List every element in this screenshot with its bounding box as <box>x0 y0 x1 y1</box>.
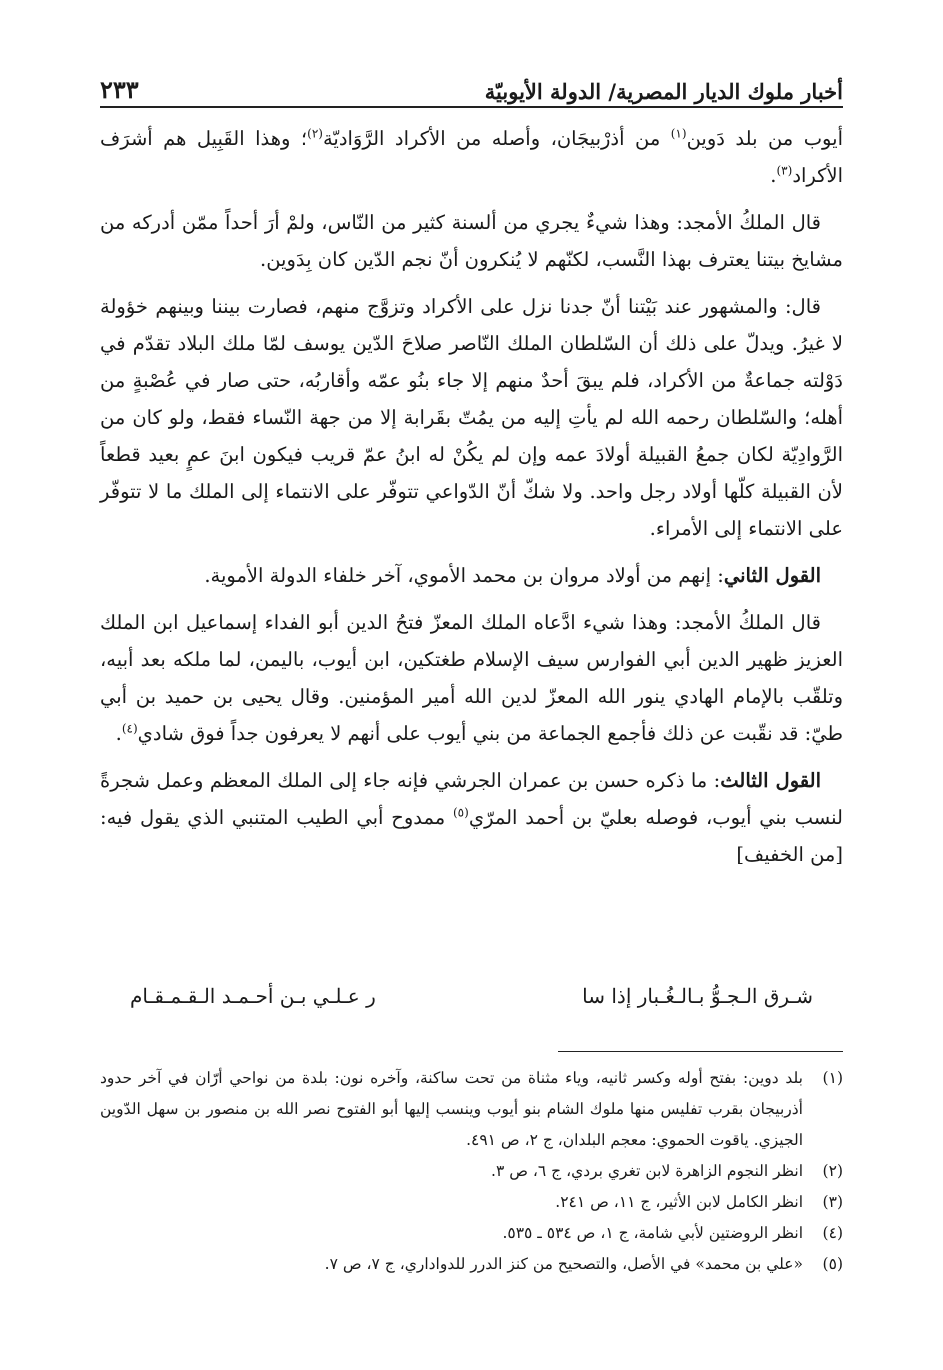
paragraph-text: : ما ذكره حسن بن عمران الجرشي فإنه جاء إلى الملك المعظم وعمل شجرةً لنسب بني أيوب، فوصله بعليّ بن أحمد المرّي <box>100 769 843 829</box>
footnote-ref[interactable]: (٥) <box>452 805 469 820</box>
footnote-text: انظر النجوم الزاهرة لابن تغري بردي، ج ٦، ص ٣. <box>491 1162 803 1180</box>
footnote-number: (٢) <box>822 1162 843 1180</box>
paragraph-text: ممدوح أبي الطيب المتنبي الذي يقول فيه: [من الخفيف] <box>100 806 843 866</box>
footnote-ref[interactable]: (٣) <box>776 163 793 178</box>
footnote-separator <box>558 1051 843 1052</box>
footnote-item <box>100 1218 843 1249</box>
footnote-text: انظر الكامل لابن الأثير، ج ١١، ص ٢٤١. <box>555 1193 803 1211</box>
paragraph-text: قال الملكُ الأمجد: وهذا شيء ادَّعاه الملك المعزّ فتحُ الدين أبو الفداء إسماعيل ابن الملك العزيز ظهير الدين أبي الفوارس سيف الإسلام طغتكين، ابن أيوب، باليمن، لما ملكه بعد أبيه، وتلقّب بالإمام الهادي ينور الله المعزّ لدين الله أمير المؤمنين. وقال يحيى بن حميد بن أبي طيّ: قد نقّبت عن ذلك فأجمع الجماعة من بني أيوب على أنهم لا يعرفون جداً فوق شادي <box>100 611 843 745</box>
header-rule <box>100 106 843 108</box>
paragraph-text: ؛ وهذا القَبِيل هم أشرَف الأكراد <box>100 127 843 187</box>
poetry-verse <box>130 984 813 1024</box>
footnote-number: (٤) <box>822 1224 843 1242</box>
footnote-text: «علي بن محمد» في الأصل، والتصحيح من كنز الدرر للدواداري، ج ٧، ص ٧. <box>324 1255 803 1273</box>
footnote-item <box>100 1063 843 1156</box>
paragraph-3 <box>100 288 843 547</box>
footnote-item <box>100 1249 843 1280</box>
footnote-ref[interactable]: (٢) <box>307 126 323 141</box>
footnote-text: بلد دوين: بفتح أوله وكسر ثانيه، وياء مثناة من تحت ساكنة، وآخره نون: بلدة من نواحي أرّان في آخر حدود أذربيجان بقرب تفليس منها ملوك الشام بنو أيوب وينسب إليها أبو الفتوح نصر الله بن منصور بن سهل الدّوين الجيزي. ياقوت الحموي: معجم البلدان، ج ٢، ص ٤٩١. <box>100 1069 803 1149</box>
footnotes <box>100 1063 843 1280</box>
paragraph-text: قال: والمشهور عند بَيْتنا أنّ جدنا نزل على الأكراد وتزوَّج منهم، فصارت بيننا وبينهم خؤولة لا غيرُ. ويدلّ على ذلك أن السّلطان الملك النّاصر صلاحَ الدّين يوسف لمّا ملك البلاد تقدّم في دَوْلته جماعةٌ من الأكراد، فلم يبقَ أحدٌ منهم إلا جاء بنُو عمّه وأقاربُه، حتى صار في عُصْبةٍ من أهله؛ والسّلطان رحمه الله لم يأتِ إليه من يمُتّ بقَرابة إلا من جهة النّساء فقط، ولو كان من الرَّوادِيّة لكان جمعُ القبيلة أولادَ عمه وإن لم يكُنْ له ابنُ عمّ قريب فيكون ابنَ عمٍ بعيد قطعاً لأن القبيلة كلّها أولاد رجل واحد. ولا شكّ أنّ الدّواعي تتوفّر على الانتماء إلى الملك ما لا تتوفّر على الانتماء إلى الأمراء. <box>100 295 843 540</box>
paragraph-text: . <box>115 722 122 745</box>
paragraph-1 <box>100 120 843 194</box>
paragraph-6 <box>100 762 843 873</box>
verse-first-hemistich: شـرق الـجـوُّ بـالـغُـبار إذا سا <box>582 984 813 1008</box>
footnote-text: انظر الروضتين لأبي شامة، ج ١، ص ٥٣٤ ـ ٥٣٥. <box>502 1224 803 1242</box>
paragraph-text: . <box>770 164 777 187</box>
paragraph-2 <box>100 204 843 278</box>
running-header <box>100 62 843 104</box>
section-heading: القول الثاني <box>723 564 821 587</box>
main-text <box>100 120 843 883</box>
verse-second-hemistich: ر عـلـي بـن أحـمـد الـقـمـقـام <box>130 984 376 1008</box>
running-title: أخبار ملوك الديار المصرية/ الدولة الأيوبيّة <box>484 79 843 104</box>
footnote-number: (١) <box>822 1069 843 1087</box>
paragraph-5 <box>100 604 843 752</box>
footnote-number: (٣) <box>822 1193 843 1211</box>
footnote-item <box>100 1156 843 1187</box>
footnote-ref[interactable]: (١) <box>670 126 687 141</box>
paragraph-text: أيوب من بلد دَوين <box>686 127 843 150</box>
paragraph-4 <box>100 557 843 594</box>
footnote-ref[interactable]: (٤) <box>121 721 138 736</box>
paragraph-text: : إنهم من أولاد مروان بن محمد الأموي، آخر خلفاء الدولة الأموية. <box>204 564 724 587</box>
footnote-number: (٥) <box>822 1255 843 1273</box>
paragraph-text: قال الملكُ الأمجد: وهذا شيءٌ يجري من ألسنة كثير من النّاس، ولمْ أرَ أحداً ممّن أدركه من مشايخ بيتنا يعترف بهذا النَّسب، لكنّهم لا يُنكرون أنّ نجم الدّين كان بِدَوين. <box>100 211 843 271</box>
page-number: ٢٣٣ <box>100 75 139 104</box>
footnote-item <box>100 1187 843 1218</box>
section-heading: القول الثالث <box>720 769 821 792</box>
paragraph-text: من أذرْبيجَان، وأصله من الأكراد الرَّوَاديّة <box>322 127 671 150</box>
